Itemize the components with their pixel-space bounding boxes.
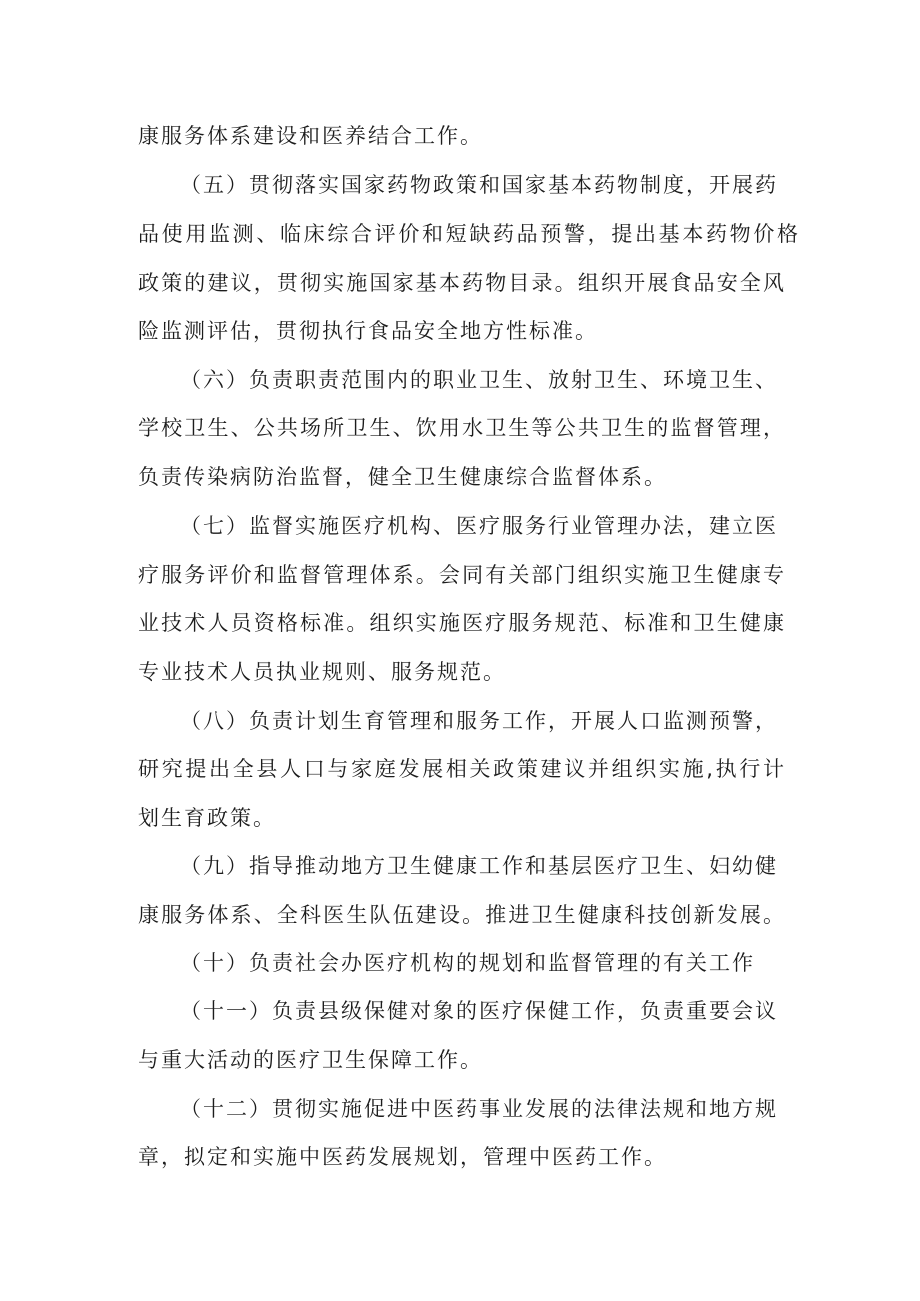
paragraph-line: 与重大活动的医疗卫生保障工作。 (138, 1048, 483, 1072)
paragraph-line: （九）指导推动地方卫生健康工作和基层医疗卫生、妇幼健 (180, 854, 778, 878)
paragraph-line: （七）监督实施医疗机构、医疗服务行业管理办法，建立医 (180, 514, 778, 538)
paragraph-line: 负责传染病防治监督，健全卫生健康综合监督体系。 (138, 465, 667, 489)
paragraph-line: （十一）负责县级保健对象的医疗保健工作，负责重要会议 (180, 999, 778, 1023)
paragraph-line: 品使用监测、临床综合评价和短缺药品预警，提出基本药物价格 (138, 222, 800, 246)
paragraph-line: 业技术人员资格标准。组织实施医疗服务规范、标准和卫生健康 (138, 611, 786, 635)
paragraph-line: （八）负责计划生育管理和服务工作，开展人口监测预警， (180, 709, 778, 733)
paragraph-line: 险监测评估，贯彻执行食品安全地方性标准。 (138, 319, 598, 343)
paragraph-line: 划生育政策。 (138, 806, 276, 830)
paragraph-line: 康服务体系建设和医养结合工作。 (138, 124, 483, 148)
paragraph-line: 研究提出全县人口与家庭发展相关政策建议并组织实施,执行计 (138, 757, 786, 781)
paragraph-line: 专业技术人员执业规则、服务规范。 (138, 660, 506, 684)
paragraph-line: 章，拟定和实施中医药发展规划，管理中医药工作。 (138, 1145, 667, 1169)
paragraph-line: （十）负责社会办医疗机构的规划和监督管理的有关工作 (180, 951, 755, 975)
paragraph-line: （五）贯彻落实国家药物政策和国家基本药物制度，开展药 (180, 173, 778, 197)
paragraph-line: 疗服务评价和监督管理体系。会同有关部门组织实施卫生健康专 (138, 563, 786, 587)
paragraph-line: 康服务体系、全科医生队伍建设。推进卫生健康科技创新发展。 (138, 903, 786, 927)
paragraph-line: （六）负责职责范围内的职业卫生、放射卫生、环境卫生、 (180, 368, 778, 392)
paragraph-line: （十二）贯彻实施促进中医药事业发展的法律法规和地方规 (180, 1097, 778, 1121)
paragraph-line: 学校卫生、公共场所卫生、饮用水卫生等公共卫生的监督管理， (138, 416, 786, 440)
paragraph-line: 政策的建议，贯彻实施国家基本药物目录。组织开展食品安全风 (138, 271, 786, 295)
